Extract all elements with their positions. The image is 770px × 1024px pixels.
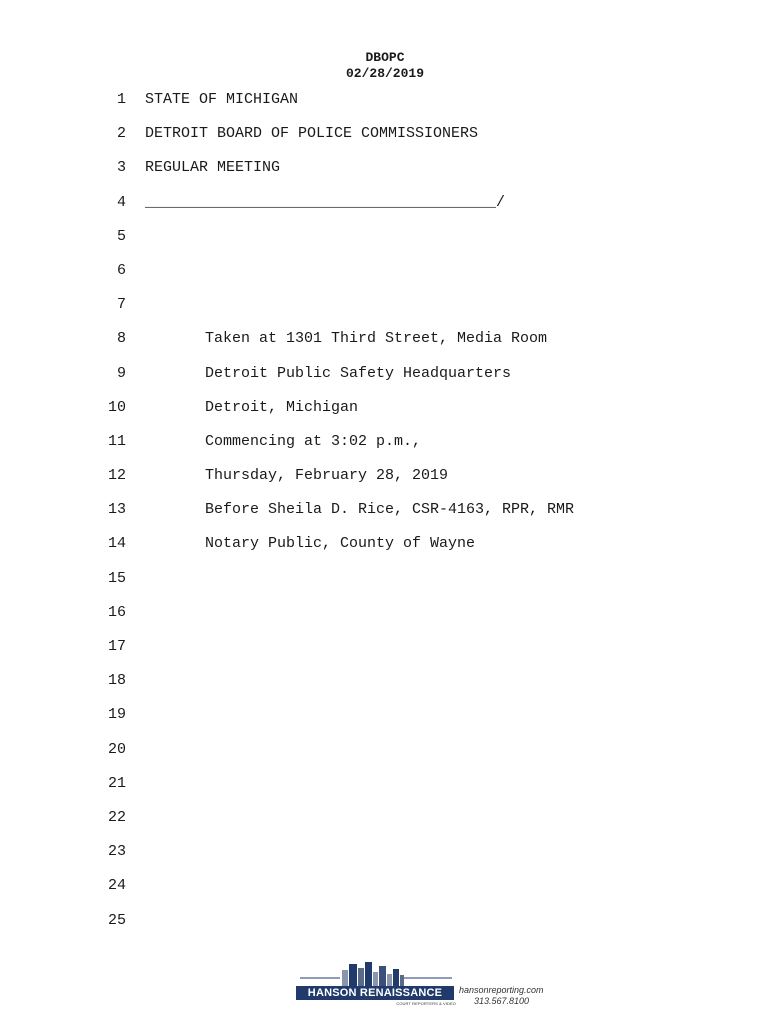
line-text: STATE OF MICHIGAN xyxy=(145,91,299,108)
brand-tagline: COURT REPORTERS & VIDEO xyxy=(396,1001,456,1006)
line-number: 13 xyxy=(107,501,126,519)
line-number: 3 xyxy=(116,159,126,177)
transcript-line xyxy=(0,704,770,738)
line-number: 4 xyxy=(116,193,126,211)
transcript-line xyxy=(0,157,770,191)
transcript-case-code: DBOPC xyxy=(365,50,405,65)
transcript-line xyxy=(0,875,770,909)
line-number: 23 xyxy=(107,843,126,861)
transcript-line xyxy=(0,123,770,157)
line-text: DETROIT BOARD OF POLICE COMMISSIONERS xyxy=(145,125,479,143)
transcript-line xyxy=(0,397,770,431)
line-number: 16 xyxy=(107,603,126,621)
line-number: 6 xyxy=(116,261,126,279)
line-text: Commencing at 3:02 p.m., xyxy=(205,432,422,450)
line-number: 7 xyxy=(116,296,126,314)
line-number: 1 xyxy=(116,91,126,108)
transcript-line xyxy=(0,739,770,773)
line-number: 24 xyxy=(107,877,126,895)
line-number: 18 xyxy=(107,672,126,690)
line-text: Thursday, February 28, 2019 xyxy=(205,467,449,485)
line-number: 8 xyxy=(116,330,126,348)
footer-logo xyxy=(296,960,556,1010)
transcript-line xyxy=(0,260,770,294)
transcript-line xyxy=(0,636,770,670)
transcript-line xyxy=(0,533,770,567)
transcript-line xyxy=(0,192,770,226)
website-link: hansonreporting.com xyxy=(459,985,544,995)
brand-name: HANSON RENAISSANCE xyxy=(296,986,454,1000)
transcript-line xyxy=(0,773,770,807)
phone-number: 313.567.8100 xyxy=(474,996,530,1006)
line-number: 22 xyxy=(107,808,126,826)
line-number: 14 xyxy=(107,535,126,553)
line-text: Detroit, Michigan xyxy=(205,398,359,416)
line-text: Notary Public, County of Wayne xyxy=(205,535,476,553)
transcript-line xyxy=(0,328,770,362)
line-text: Detroit Public Safety Headquarters xyxy=(205,364,512,382)
line-number: 25 xyxy=(107,911,126,929)
line-number: 2 xyxy=(116,125,126,143)
line-number: 15 xyxy=(107,569,126,587)
transcript-line xyxy=(0,841,770,875)
line-number: 9 xyxy=(116,364,126,382)
line-text: Before Sheila D. Rice, CSR-4163, RPR, RMR xyxy=(205,501,575,519)
line-number: 11 xyxy=(107,432,126,450)
transcript-line xyxy=(0,602,770,636)
transcript-line xyxy=(0,363,770,397)
transcript-lines xyxy=(0,89,770,944)
transcript-line xyxy=(0,670,770,704)
transcript-line xyxy=(0,465,770,499)
line-number: 5 xyxy=(116,227,126,245)
transcript-date: 02/28/2019 xyxy=(345,66,424,81)
line-number: 20 xyxy=(107,740,126,758)
transcript-line xyxy=(0,910,770,944)
line-text: Taken at 1301 Third Street, Media Room xyxy=(205,330,548,348)
line-number: 19 xyxy=(107,706,126,724)
transcript-line xyxy=(0,431,770,465)
line-number: 10 xyxy=(107,398,126,416)
transcript-line xyxy=(0,294,770,328)
line-text: REGULAR MEETING xyxy=(145,159,281,177)
transcript-line xyxy=(0,807,770,841)
transcript-line xyxy=(0,568,770,602)
line-number: 12 xyxy=(107,467,126,485)
line-text: _______________________________________/ xyxy=(145,193,506,211)
transcript-line xyxy=(0,499,770,533)
transcript-line xyxy=(0,89,770,123)
line-number: 21 xyxy=(107,774,126,792)
line-number: 17 xyxy=(107,638,126,655)
transcript-line xyxy=(0,226,770,260)
